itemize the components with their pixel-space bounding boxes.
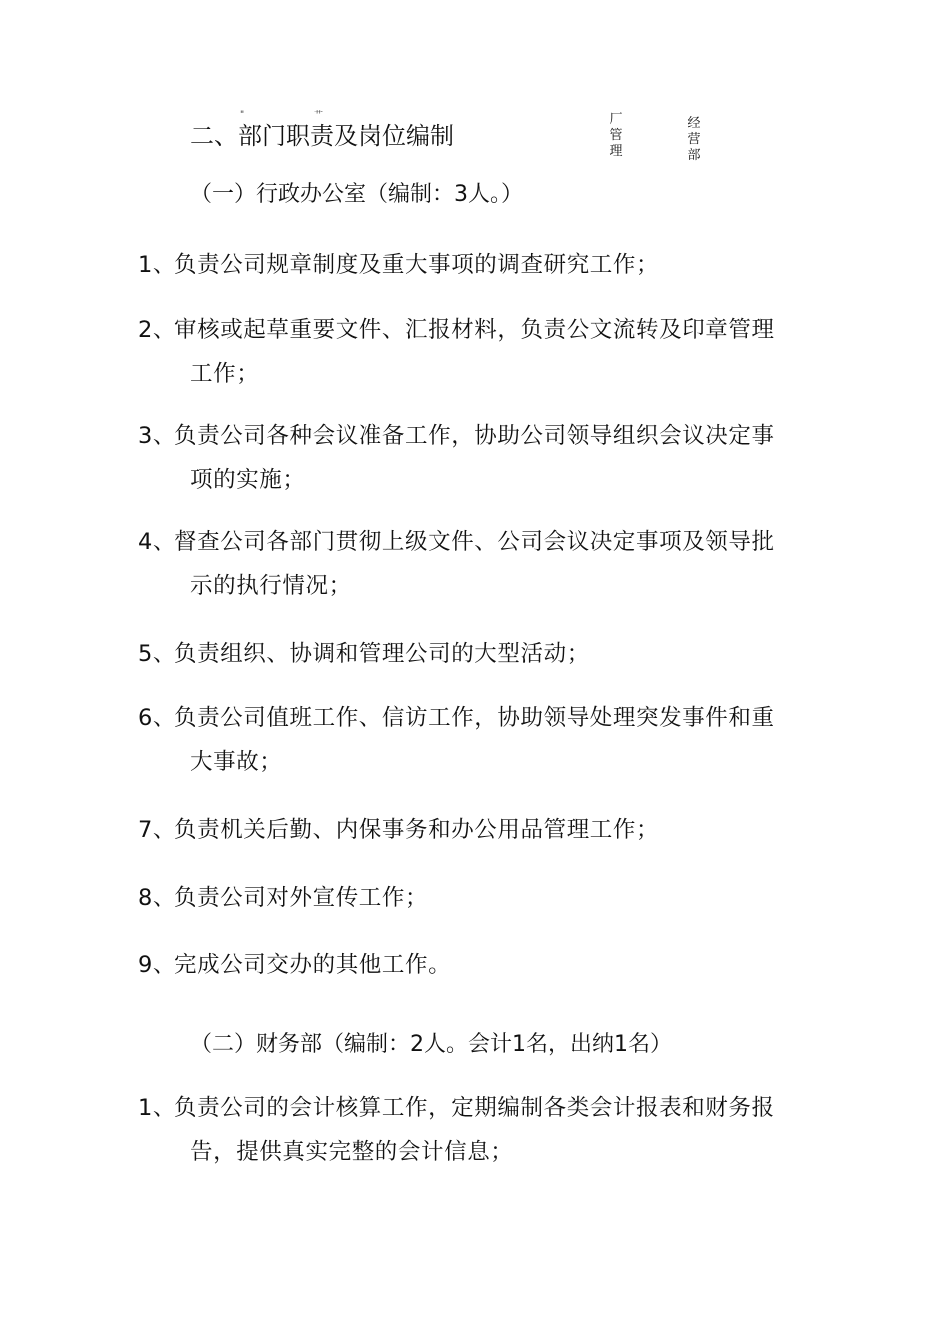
item-text: 负责组织、协调和管理公司的大型活动； bbox=[174, 641, 590, 667]
item-text-continued: 告，提供真实完整的会计信息； bbox=[190, 1139, 514, 1165]
item-text: 负责公司对外宣传工作； bbox=[174, 885, 429, 911]
item-number: 1、 bbox=[138, 1095, 177, 1121]
item-number: 1、 bbox=[138, 252, 177, 278]
item-number: 2、 bbox=[138, 317, 177, 343]
side-label-factory-management: 厂管理 bbox=[609, 112, 623, 159]
section-title-finance-dept: （二）财务部（编制：2人。会计1名，出纳1名） bbox=[190, 1032, 672, 1057]
item-number: 6、 bbox=[138, 705, 177, 731]
section-title-admin-office: （一）行政办公室（编制：3人。） bbox=[190, 182, 523, 207]
item-text: 督查公司各部门贯彻上级文件、公司会议决定事项及领导批 bbox=[174, 529, 775, 555]
item-text: 审核或起草重要文件、汇报材料，负责公文流转及印章管理 bbox=[174, 317, 775, 343]
overlay-mark-mid: 艹 bbox=[314, 111, 324, 121]
item-text-continued: 工作； bbox=[190, 361, 260, 387]
item-text-continued: 示的执行情况； bbox=[190, 573, 352, 599]
item-number: 3、 bbox=[138, 423, 177, 449]
page-heading: 二、部门职责及岗位编制 bbox=[190, 122, 454, 150]
overlay-mark-left: " bbox=[240, 110, 245, 120]
item-text-continued: 大事故； bbox=[190, 749, 283, 775]
item-text-continued: 项的实施； bbox=[190, 467, 306, 493]
item-number: 8、 bbox=[138, 885, 177, 911]
item-text: 负责公司规章制度及重大事项的调查研究工作； bbox=[174, 252, 660, 278]
item-text: 负责机关后勤、内保事务和办公用品管理工作； bbox=[174, 817, 660, 843]
item-text: 负责公司各种会议准备工作，协助公司领导组织会议决定事 bbox=[174, 423, 775, 449]
item-number: 4、 bbox=[138, 529, 177, 555]
side-label-operations-dept: 经营部 bbox=[687, 116, 701, 163]
item-number: 7、 bbox=[138, 817, 177, 843]
item-text: 负责公司值班工作、信访工作，协助领导处理突发事件和重 bbox=[174, 705, 775, 731]
item-number: 5、 bbox=[138, 641, 177, 667]
item-number: 9、 bbox=[138, 952, 177, 978]
item-text: 负责公司的会计核算工作，定期编制各类会计报表和财务报 bbox=[174, 1095, 775, 1121]
item-text: 完成公司交办的其他工作。 bbox=[174, 952, 452, 978]
